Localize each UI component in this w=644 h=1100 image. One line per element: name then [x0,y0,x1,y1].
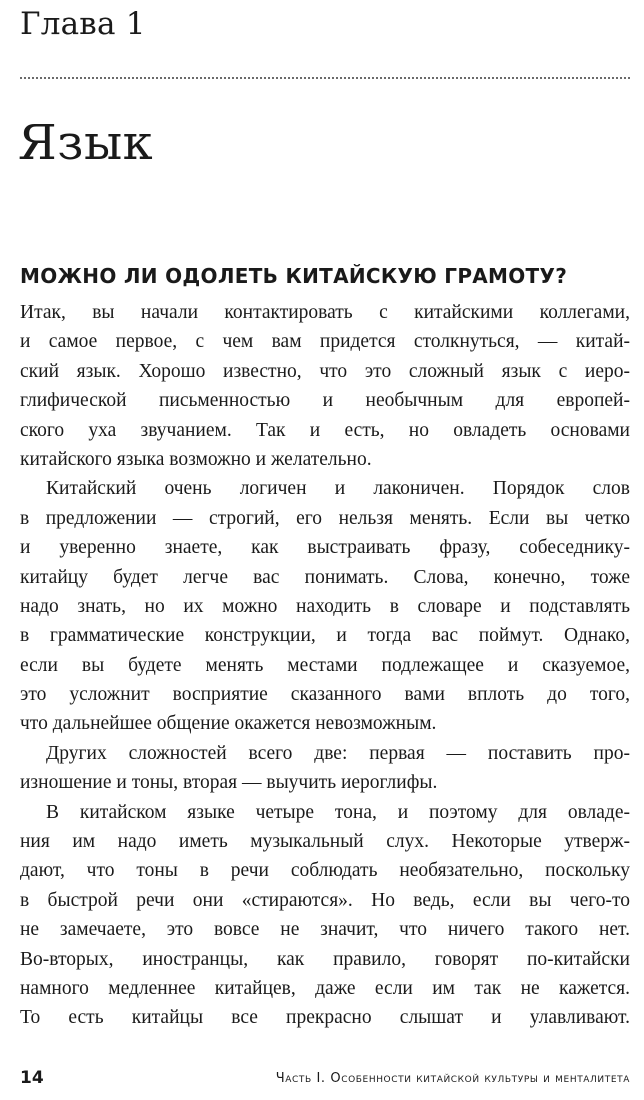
text-line: ского уха звучанием. Так и есть, но овладеть основами [20,419,630,441]
text-line: Других сложностей всего две: первая — поставить про- [46,742,630,764]
text-line: и самое первое, с чем вам придется столкнуться, — китай- [20,331,630,353]
text-line: не замечаете, это вовсе не значит, что ничего такого нет. [20,919,630,941]
text-line: ния им надо иметь музыкальный слух. Некоторые утверж- [20,831,630,853]
text-line: ский язык. Хорошо известно, что это сложный язык с иеро- [20,360,630,382]
text-line: в предложении — строгий, его нельзя менять. Если вы четко [20,507,630,529]
text-line: То есть китайцы все прекрасно слышат и улавливают. [20,1007,630,1029]
chapter-title: Язык [18,115,154,171]
section-heading: МОЖНО ЛИ ОДОЛЕТЬ КИТАЙСКУЮ ГРАМОТУ? [20,264,568,288]
text-line: В китайском языке четыре тона, и поэтому для овладе- [46,801,630,823]
text-line: Китайский очень логичен и лаконичен. Порядок слов [46,478,630,500]
text-line: Итак, вы начали контактировать с китайскими коллегами, [20,302,630,323]
text-line: надо знать, но их можно находить в словаре и подставлять [20,595,630,617]
text-line: намного медленнее китайцев, даже если им так не кажется. [20,977,630,999]
text-line: изношение и тоны, вторая — выучить иероглифы. [20,772,438,794]
text-line: китайцу будет легче вас понимать. Слова, конечно, тоже [20,566,630,588]
body-text [20,298,630,1033]
text-line: Во-вторых, иностранцы, как правило, говорят по-китайски [20,948,630,970]
text-line: в грамматические конструкции, и тогда вас поймут. Однако, [20,625,630,647]
text-line: это усложнит восприятие сказанного вами вплоть до того, [20,684,630,706]
text-line: и уверенно знаете, как выстраивать фразу, собеседнику- [20,537,630,559]
dotted-divider [20,77,630,79]
page-number: 14 [20,1068,44,1088]
chapter-label: Глава 1 [20,6,146,42]
text-line: дают, что тоны в речи соблюдать необязательно, поскольку [20,860,630,882]
page-footer [20,1066,630,1090]
text-line: что дальнейшее общение окажется невозможным. [20,713,437,735]
text-line: китайского языка возможно и желательно. [20,448,372,470]
text-line: если вы будете менять местами подлежащее и сказуемое, [20,654,630,676]
running-head: Часть I. Особенности китайской культуры и менталитета [275,1071,630,1086]
text-line: глифической письменностью и необычным для европей- [20,390,630,412]
text-line: в быстрой речи они «стираются». Но ведь, если вы чего-то [20,889,630,911]
